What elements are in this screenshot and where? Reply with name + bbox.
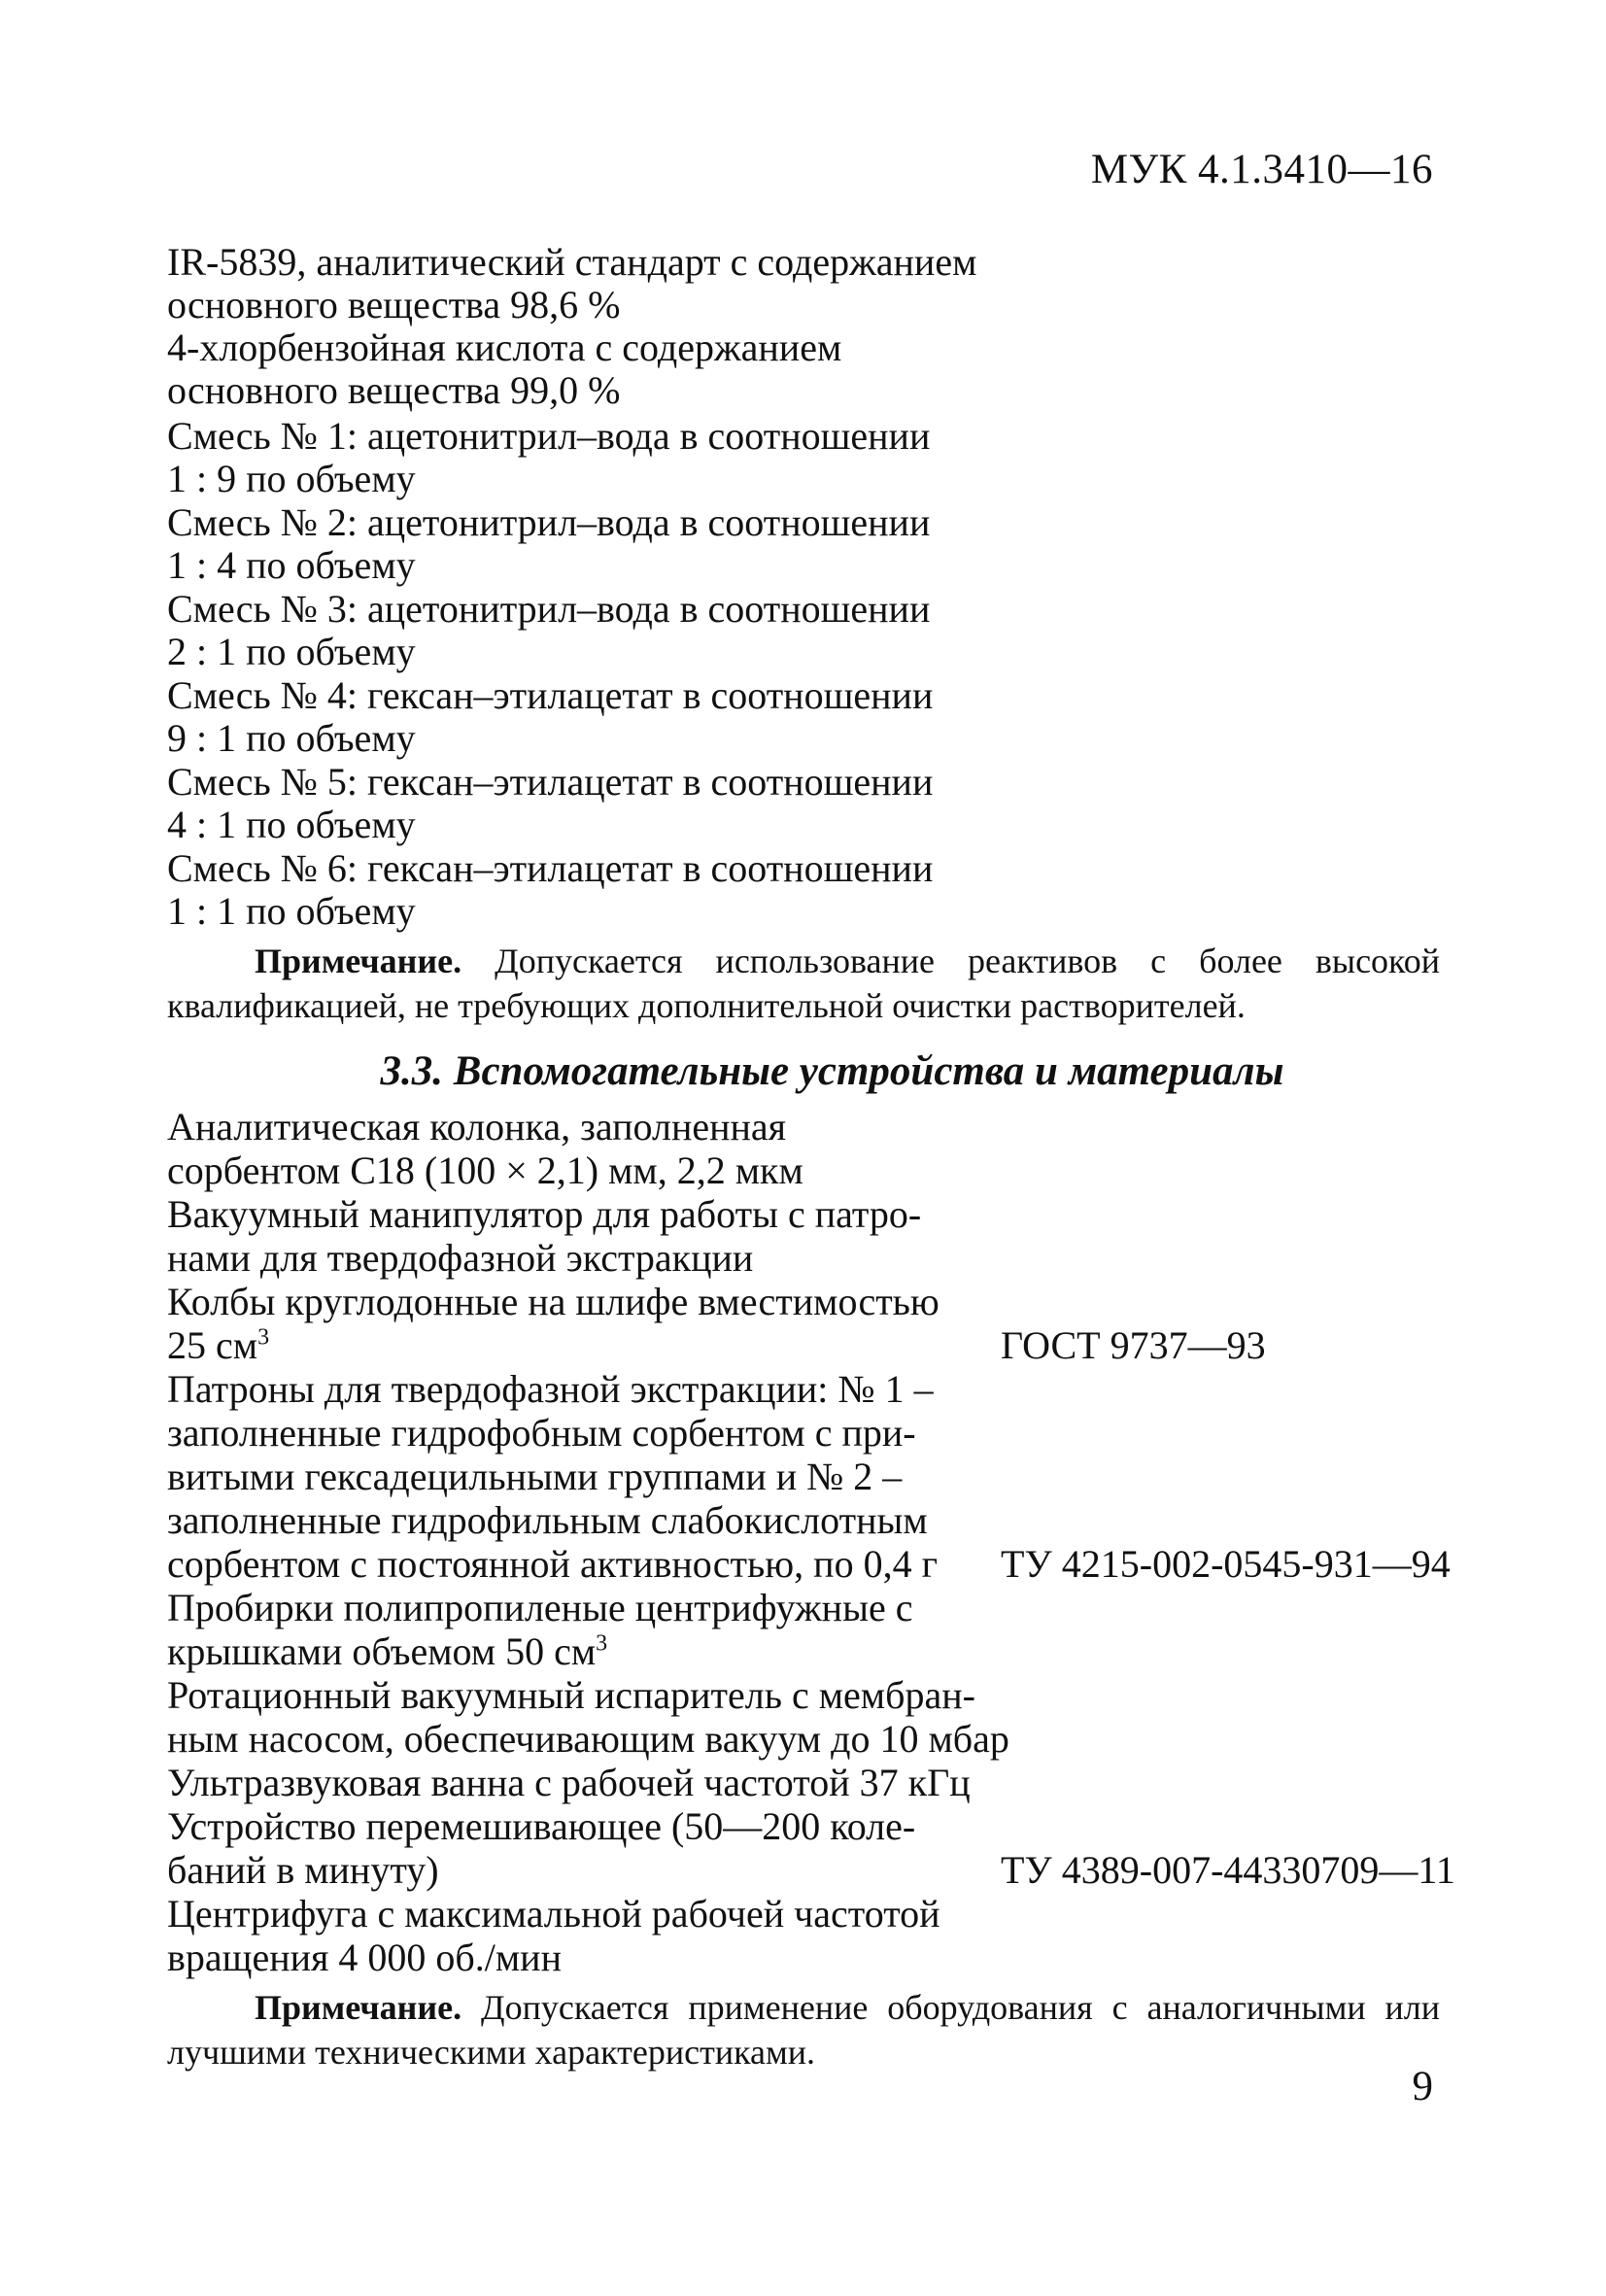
- reagent-line: 1 : 9 по объему: [167, 457, 416, 500]
- equipment-line: Центрифуга с максимальной рабочей частотой: [167, 1892, 940, 1936]
- note-equipment: [167, 1985, 1440, 2074]
- reagent-line: 4 : 1 по объему: [167, 803, 416, 846]
- equipment-line: баний в минуту): [167, 1848, 439, 1892]
- equipment-line: заполненные гидрофильным слабокислотным: [167, 1498, 928, 1542]
- reagent-line: основного вещества 99,0 %: [167, 368, 621, 412]
- equipment-line: Устройство перемешивающее (50—200 коле-: [167, 1804, 916, 1848]
- note-reagents: [167, 939, 1440, 1028]
- reagent-line: Смесь № 3: ацетонитрил–вода в соотношении: [167, 587, 931, 631]
- equipment-line: ным насосом, обеспечивающим вакуум до 10 мбар: [167, 1717, 1009, 1761]
- equipment-line: сорбентом С18 (100 × 2,1) мм, 2,2 мкм: [167, 1148, 803, 1192]
- equipment-line: заполненные гидрофобным сорбентом с при-: [167, 1411, 916, 1455]
- reagent-line: Смесь № 1: ацетонитрил–вода в соотношении: [167, 414, 931, 458]
- reagent-line: 9 : 1 по объему: [167, 716, 416, 760]
- page-number: 9: [1412, 2064, 1433, 2109]
- equipment-line: Ротационный вакуумный испаритель с мембран-: [167, 1673, 975, 1717]
- equipment-line: Патроны для твердофазной экстракции: № 1 –: [167, 1367, 934, 1411]
- equipment-text: 25 см: [167, 1323, 258, 1367]
- section-title: 3.3. Вспомогательные устройства и материалы: [380, 1048, 1284, 1094]
- reagent-line: 1 : 1 по объему: [167, 889, 416, 933]
- reagent-line: 4-хлорбензойная кислота с содержанием: [167, 326, 842, 369]
- document-id: МУК 4.1.3410—16: [1090, 147, 1433, 192]
- equipment-line: Вакуумный манипулятор для работы с патро-: [167, 1192, 922, 1236]
- equipment-line: Пробирки полипропиленые центрифужные с: [167, 1586, 913, 1629]
- reagent-line: основного вещества 98,6 %: [167, 283, 621, 326]
- equipment-line: сорбентом с постоянной активностью, по 0,4 г: [167, 1542, 938, 1586]
- reagent-line: 2 : 1 по объему: [167, 630, 416, 673]
- reagent-line: 1 : 4 по объему: [167, 543, 416, 587]
- reagent-line: Смесь № 4: гексан–этилацетат в соотношении: [167, 673, 934, 717]
- reagent-line: Смесь № 6: гексан–этилацетат в соотношении: [167, 846, 934, 890]
- superscript: 3: [257, 1324, 270, 1351]
- equipment-text: крышками объемом 50 см: [167, 1629, 597, 1673]
- note-label: Примечание.: [255, 942, 462, 980]
- equipment-line: Аналитическая колонка, заполненная: [167, 1105, 787, 1148]
- equipment-line: нами для твердофазной экстракции: [167, 1236, 754, 1280]
- standard-ref-shaker: ТУ 4389-007-44330709—11: [1001, 1848, 1455, 1892]
- note-text: Допускается применение оборудования с аналогичными или лучшими техническими характеристиками.: [167, 1988, 1440, 2072]
- superscript: 3: [596, 1630, 608, 1657]
- standard-ref-cartridges: ТУ 4215-002-0545-931—94: [1001, 1542, 1451, 1586]
- equipment-line: Ультразвуковая ванна с рабочей частотой 37 кГц: [167, 1761, 971, 1804]
- note-text: Допускается использование реактивов с более высокой квалификацией, не требующих дополнительной очистки растворителей.: [167, 942, 1440, 1025]
- equipment-line: вращения 4 000 об./мин: [167, 1936, 562, 1979]
- reagent-line: IR-5839, аналитический стандарт с содержанием: [167, 240, 977, 284]
- equipment-line: витыми гексадецильными группами и № 2 –: [167, 1455, 903, 1498]
- equipment-line-volume: [167, 1630, 607, 1673]
- standard-ref-flasks: ГОСТ 9737—93: [1001, 1323, 1266, 1367]
- note-label: Примечание.: [255, 1988, 462, 2027]
- equipment-line-volume: [167, 1324, 269, 1367]
- reagent-line: Смесь № 5: гексан–этилацетат в соотношении: [167, 760, 934, 804]
- reagent-line: Смесь № 2: ацетонитрил–вода в соотношении: [167, 500, 931, 544]
- equipment-line: Колбы круглодонные на шлифе вместимостью: [167, 1280, 940, 1323]
